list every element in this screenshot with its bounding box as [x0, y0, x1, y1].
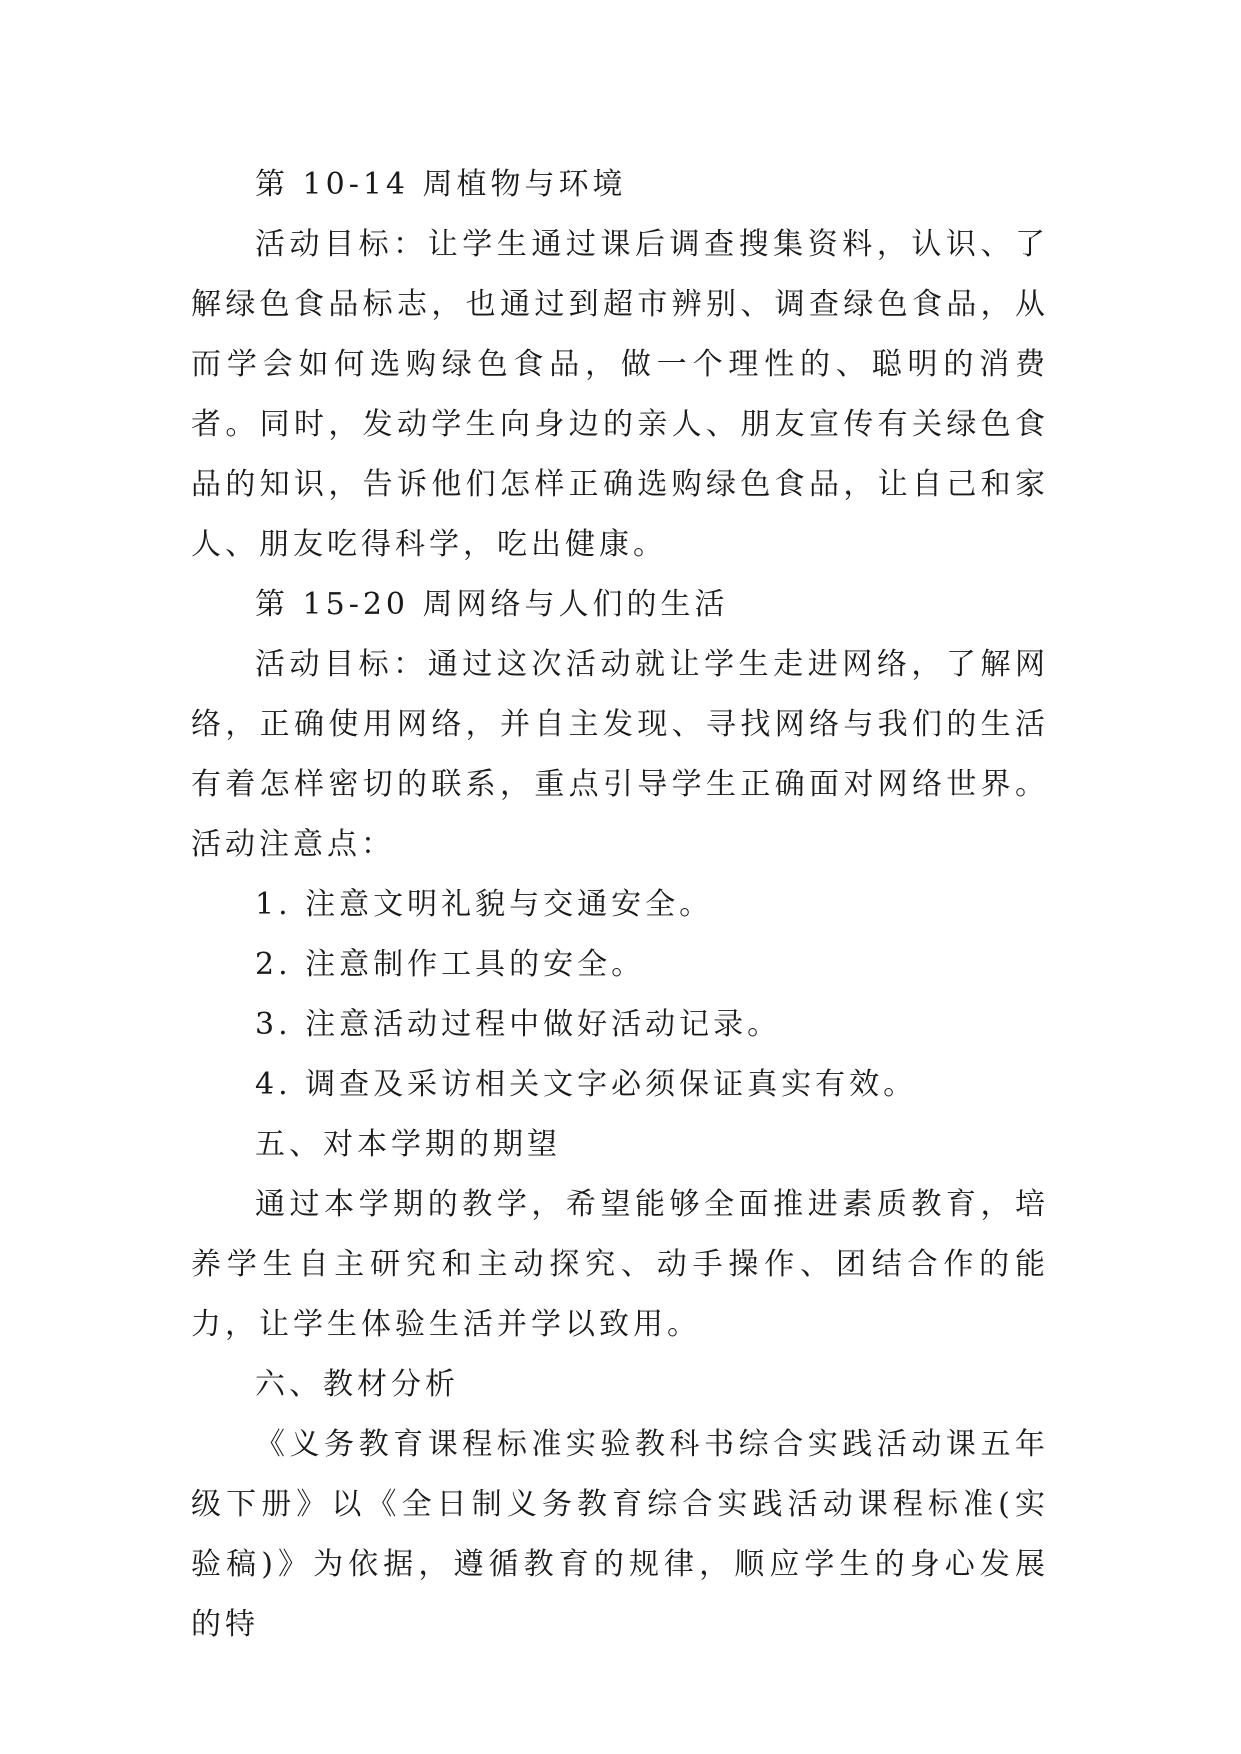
- document-body: [191, 155, 1049, 1655]
- note-item-1: 1. 注意文明礼貌与交通安全。: [255, 887, 714, 922]
- week-15-20-heading: 第 15-20 周网络与人们的生活: [255, 587, 729, 622]
- note-item-2: 2. 注意制作工具的安全。: [255, 947, 646, 982]
- note-item-3: 3. 注意活动过程中做好活动记录。: [255, 1007, 782, 1042]
- week-10-14-heading: 第 10-14 周植物与环境: [255, 167, 627, 202]
- section-5-heading: 五、对本学期的期望: [255, 1127, 561, 1162]
- section-5-body: 通过本学期的教学，希望能够全面推进素质教育，培养学生自主研究和主动探究、动手操作、团结合作的能力，让学生体验生活并学以致用。: [191, 1187, 1049, 1342]
- week-15-20-activity-goal: 活动目标：通过这次活动就让学生走进网络，了解网络，正确使用网络，并自主发现、寻找网络与我们的生活有着怎样密切的联系，重点引导学生正确面对网络世界。活动注意点：: [191, 647, 1049, 862]
- section-6-heading: 六、教材分析: [255, 1367, 459, 1402]
- week-10-14-activity-goal: 活动目标：让学生通过课后调查搜集资料，认识、了解绿色食品标志，也通过到超市辨别、调查绿色食品，从而学会如何选购绿色食品，做一个理性的、聪明的消费者。同时，发动学生向身边的亲人、朋友宣传有关绿色食品的知识，告诉他们怎样正确选购绿色食品，让自己和家人、朋友吃得科学，吃出健康。: [191, 227, 1049, 562]
- note-item-4: 4. 调查及采访相关文字必须保证真实有效。: [255, 1067, 918, 1102]
- section-6-body: 《义务教育课程标准实验教科书综合实践活动课五年级下册》以《全日制义务教育综合实践活动课程标准(实验稿)》为依据，遵循教育的规律，顺应学生的身心发展的特: [191, 1427, 1049, 1642]
